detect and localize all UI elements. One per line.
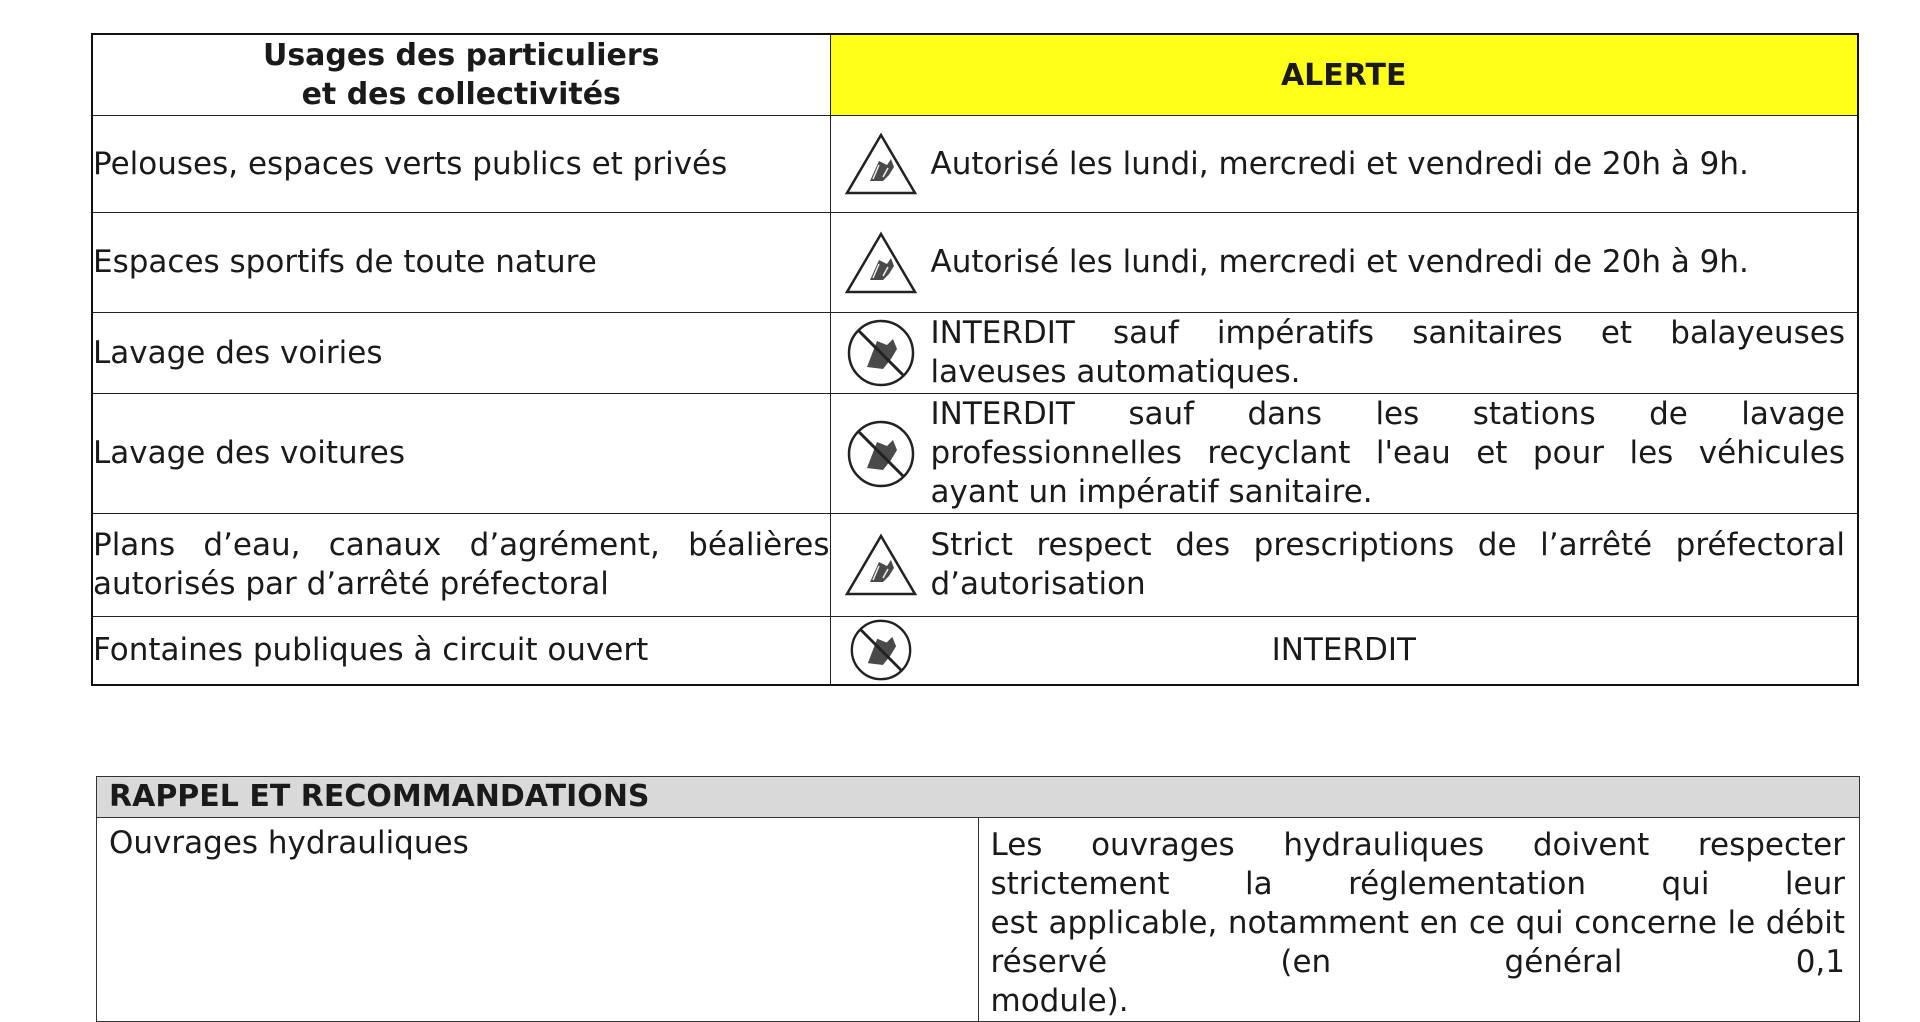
alert-restrictions-table [91,33,1859,686]
usage-header-line: Usages des particuliers [262,38,660,73]
measure-text-line: professionnelles recyclant l'eau et pour les véhicules [930,435,1845,471]
usage-label: Espaces sportifs de toute nature [93,244,597,280]
alert-level-header: ALERTE [830,34,1858,116]
measure-text: Autorisé les lundi, mercredi et vendredi de 20h à 9h. [930,244,1749,280]
warning-triangle-icon [831,131,931,197]
measure-cell [830,213,1858,313]
measure-cell [830,514,1858,617]
recommendation-text-line: est applicable, notamment en ce qui concerne le débit réservé (en général 0,1 [990,905,1845,980]
usage-cell [92,213,830,313]
prohibited-circle-icon [831,618,931,682]
table-row [92,213,1858,313]
usage-label: Fontaines publiques à circuit ouvert [93,631,649,668]
measure-cell [830,394,1858,514]
measure-cell [830,116,1858,213]
usage-label-line: Plans d’eau, canaux d’agrément, béalières [93,527,830,563]
table-row [92,394,1858,514]
recommendations-title: RAPPEL ET RECOMMANDATIONS [97,777,1860,818]
recommendation-label: Ouvrages hydrauliques [97,818,979,1022]
usage-column-header [92,34,830,116]
usage-cell [92,394,830,514]
warning-triangle-icon [831,532,931,598]
recommendation-text-line: Les ouvrages hydrauliques doivent respecter strictement la réglementation qui leur [990,827,1845,902]
usage-cell [92,617,830,685]
measure-text-line: ayant un impératif sanitaire. [930,474,1373,510]
table-row [97,818,1860,1022]
measure-text-line: INTERDIT sauf dans les stations de lavage [930,396,1845,432]
usage-cell [92,313,830,394]
table-header-row [97,777,1860,818]
measure-text-line: laveuses automatiques. [930,354,1301,390]
table-row [92,313,1858,394]
prohibited-circle-icon [831,317,931,389]
warning-triangle-icon [831,230,931,296]
measure-text-line: INTERDIT sauf impératifs sanitaires et balayeuses [930,315,1845,351]
usage-label: Lavage des voiries [93,334,383,371]
usage-cell [92,116,830,213]
table-row [92,514,1858,617]
recommendations-table [96,776,1860,1022]
measure-text: INTERDIT [1271,631,1416,668]
measure-text-line: Strict respect des prescriptions de l’arrêté préfectoral [930,527,1845,563]
prohibited-circle-icon [831,418,931,490]
table-row [92,116,1858,213]
table-header-row [92,34,1858,116]
recommendation-text-line: module). [990,983,1129,1019]
recommendation-text [978,818,1860,1022]
measure-cell [830,313,1858,394]
usage-label: Lavage des voitures [93,435,405,471]
usage-label-line: autorisés par d’arrêté préfectoral [93,566,609,602]
measure-text-line: d’autorisation [930,566,1146,602]
measure-cell [830,617,1858,685]
usage-header-line: et des collectivités [301,77,621,112]
table-row [92,617,1858,685]
measure-text: Autorisé les lundi, mercredi et vendredi de 20h à 9h. [930,145,1749,182]
usage-cell [92,514,830,617]
usage-label: Pelouses, espaces verts publics et privés [93,145,728,182]
